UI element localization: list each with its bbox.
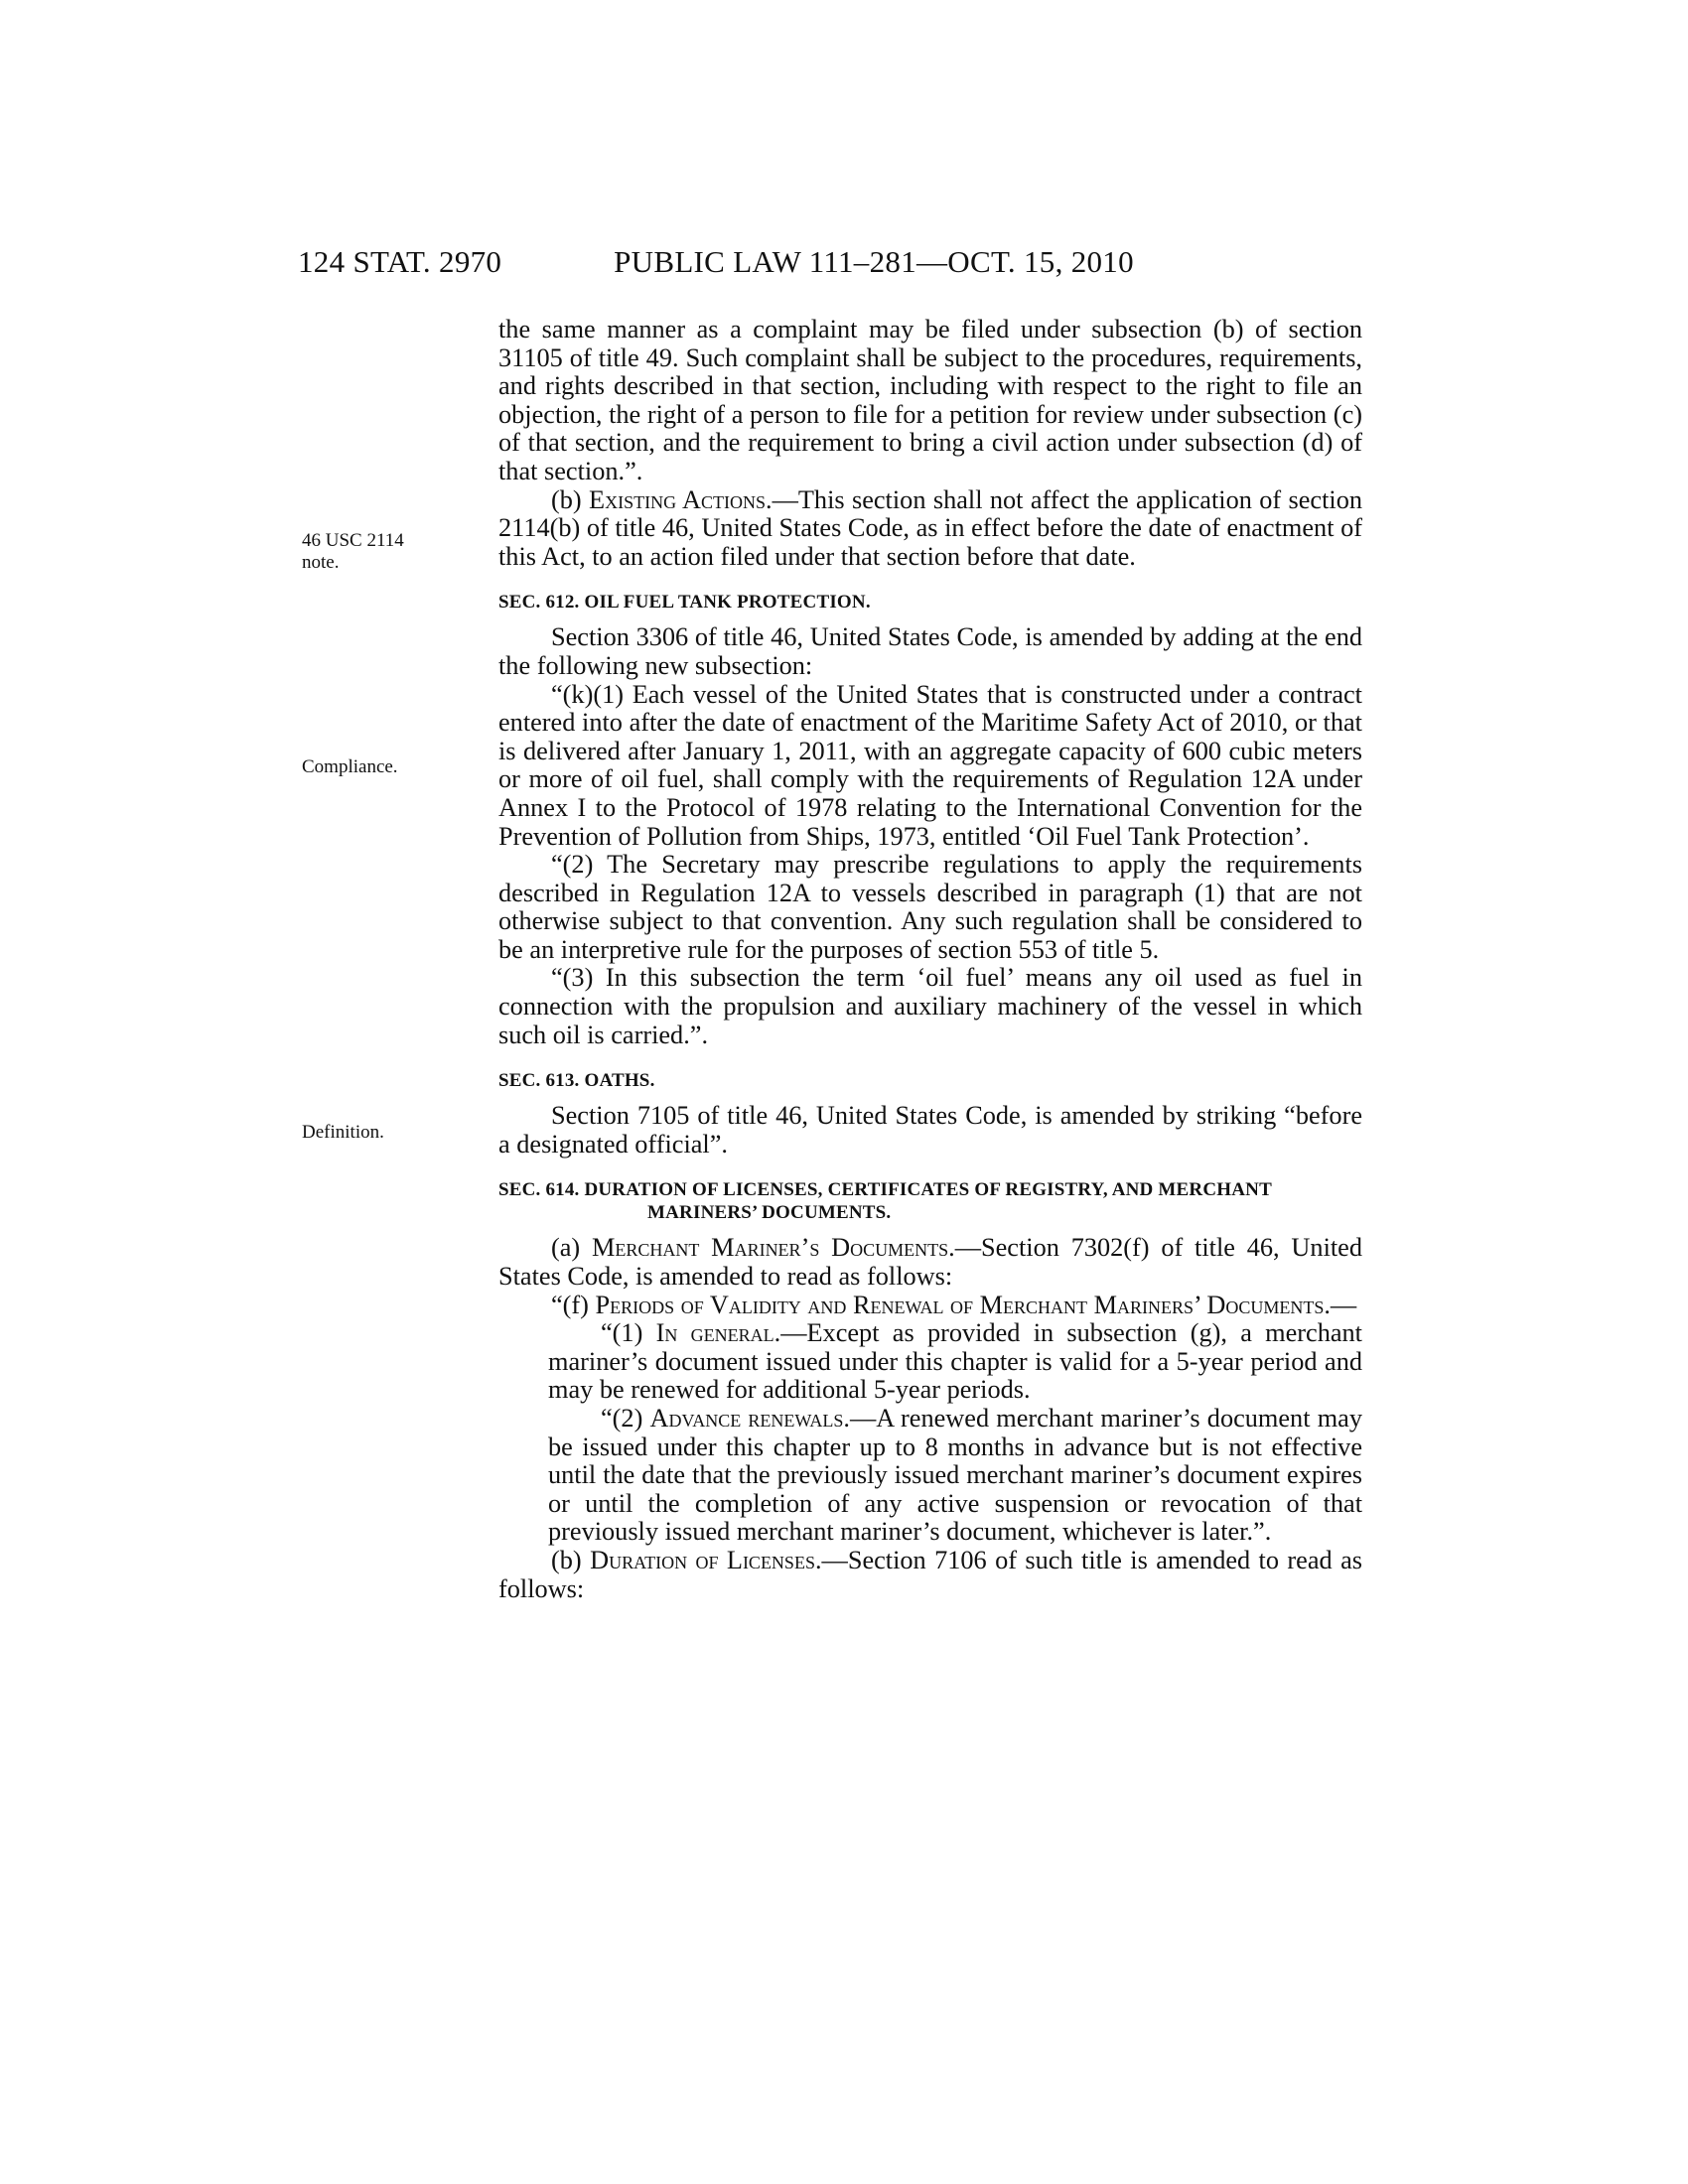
subsection-heading: Merchant Mariner’s Documents <box>592 1233 949 1263</box>
margin-note-usc <box>302 530 441 574</box>
document-body <box>498 316 1362 1603</box>
paragraph-lead: “(1) <box>601 1318 656 1348</box>
paragraph-lead: “(2) <box>601 1404 650 1433</box>
paragraph-text: .—Section 7106 of such title is amended to read as follows: <box>498 1545 1362 1603</box>
section-614-heading: SEC. 614. DURATION OF LICENSES, CERTIFICATES OF REGISTRY, AND MERCHANT MARINERS’ DOCUMENTS. <box>498 1179 1272 1224</box>
paragraph-text: .—This section shall not affect the application of section 2114(b) of title 46, United States Code, as in effect before the date of enactment of this Act, to an action filed under that section before that date. <box>498 484 1362 571</box>
paragraph-text: .—A renewed merchant mariner’s document may be issued under this chapter up to 8 months in advance but is not effective until the date that the previously issued merchant mariner’s document expires or until the completion of any active suspension or revocation of that previously issued merchant mariner’s document, whichever is later.”. <box>548 1404 1362 1547</box>
subsection-heading: In general <box>655 1318 774 1348</box>
existing-actions-paragraph <box>498 486 1362 572</box>
section-612-intro: Section 3306 of title 46, United States Code, is amended by adding at the end the following new subsection: <box>498 622 1362 680</box>
subsection-heading: Existing Actions <box>589 484 766 514</box>
paragraph-lead: (b) <box>551 484 590 514</box>
running-header: PUBLIC LAW 111–281—OCT. 15, 2010 <box>614 244 1134 279</box>
subsection-heading: Duration of Licenses <box>590 1545 815 1574</box>
section-612-paragraph-3: “(3) In this subsection the term ‘oil fuel’ means any oil used as fuel in connection with the propulsion and auxiliary machinery of the vessel in which such oil is carried.”. <box>498 963 1362 1049</box>
paragraph-lead: (b) <box>551 1545 591 1574</box>
continued-paragraph: the same manner as a complaint may be filed under subsection (b) of section 31105 of title 49. Such complaint shall be subject to the procedures, requirements, and rights described in that section, including with respect to the right to file an objection, the right of a person to file for a petition for review under subsection (c) of that section, and the requirement to bring a civil action under subsection (d) of that section.”. <box>498 315 1362 485</box>
paragraph-text: .—Except as provided in subsection (g), a merchant mariner’s document issued under this chapter is valid for a 5-year period and may be renewed for additional 5-year periods. <box>548 1318 1362 1405</box>
margin-note-usc-line2: note. <box>302 552 340 573</box>
section-614-f1 <box>548 1319 1362 1405</box>
paragraph-lead: “(f) <box>551 1290 596 1319</box>
paragraph-text: .—Section 7302(f) of title 46, United States Code, is amended to read as follows: <box>498 1233 1363 1292</box>
paragraph-lead: (a) <box>551 1233 592 1263</box>
section-614-b <box>498 1547 1362 1603</box>
margin-note-compliance: Compliance. <box>302 756 398 777</box>
section-612-k1: “(k)(1) Each vessel of the United States that is constructed under a contract entered into after the date of enactment of the Maritime Safety Act of 2010, or that is delivered after January 1, 2011, with an aggregate capacity of 600 cubic meters or more of oil fuel, shall comply with the requirements of Regulation 12A under Annex I to the Protocol of 1978 relating to the International Convention for the Prevention of Pollution from Ships, 1973, entitled ‘Oil Fuel Tank Protection’. <box>498 679 1362 851</box>
section-613-text: Section 7105 of title 46, United States Code, is amended by striking “before a designated official”. <box>498 1101 1362 1159</box>
subsection-heading: Advance renewals <box>649 1404 844 1433</box>
section-612-heading: SEC. 612. OIL FUEL TANK PROTECTION. <box>498 592 871 614</box>
margin-note-definition: Definition. <box>302 1122 384 1143</box>
margin-note-usc-line1: 46 USC 2114 <box>302 530 404 551</box>
section-614-f2 <box>548 1405 1362 1547</box>
section-614-a <box>498 1234 1362 1291</box>
paragraph-text: .— <box>1324 1290 1357 1319</box>
section-613-heading: SEC. 613. OATHS. <box>498 1070 655 1092</box>
subsection-heading: Periods of Validity and Renewal of Merchant Mariners’ Documents <box>595 1290 1325 1319</box>
section-614-f <box>498 1292 1362 1320</box>
section-612-paragraph-2: “(2) The Secretary may prescribe regulations to apply the requirements described in Regulation 12A to vessels described in paragraph (1) that are not otherwise subject to that convention. Any such regulation shall be considered to be an interpretive rule for the purposes of section 553 of title 5. <box>498 850 1362 964</box>
page-stat-number: 124 STAT. 2970 <box>298 244 502 279</box>
